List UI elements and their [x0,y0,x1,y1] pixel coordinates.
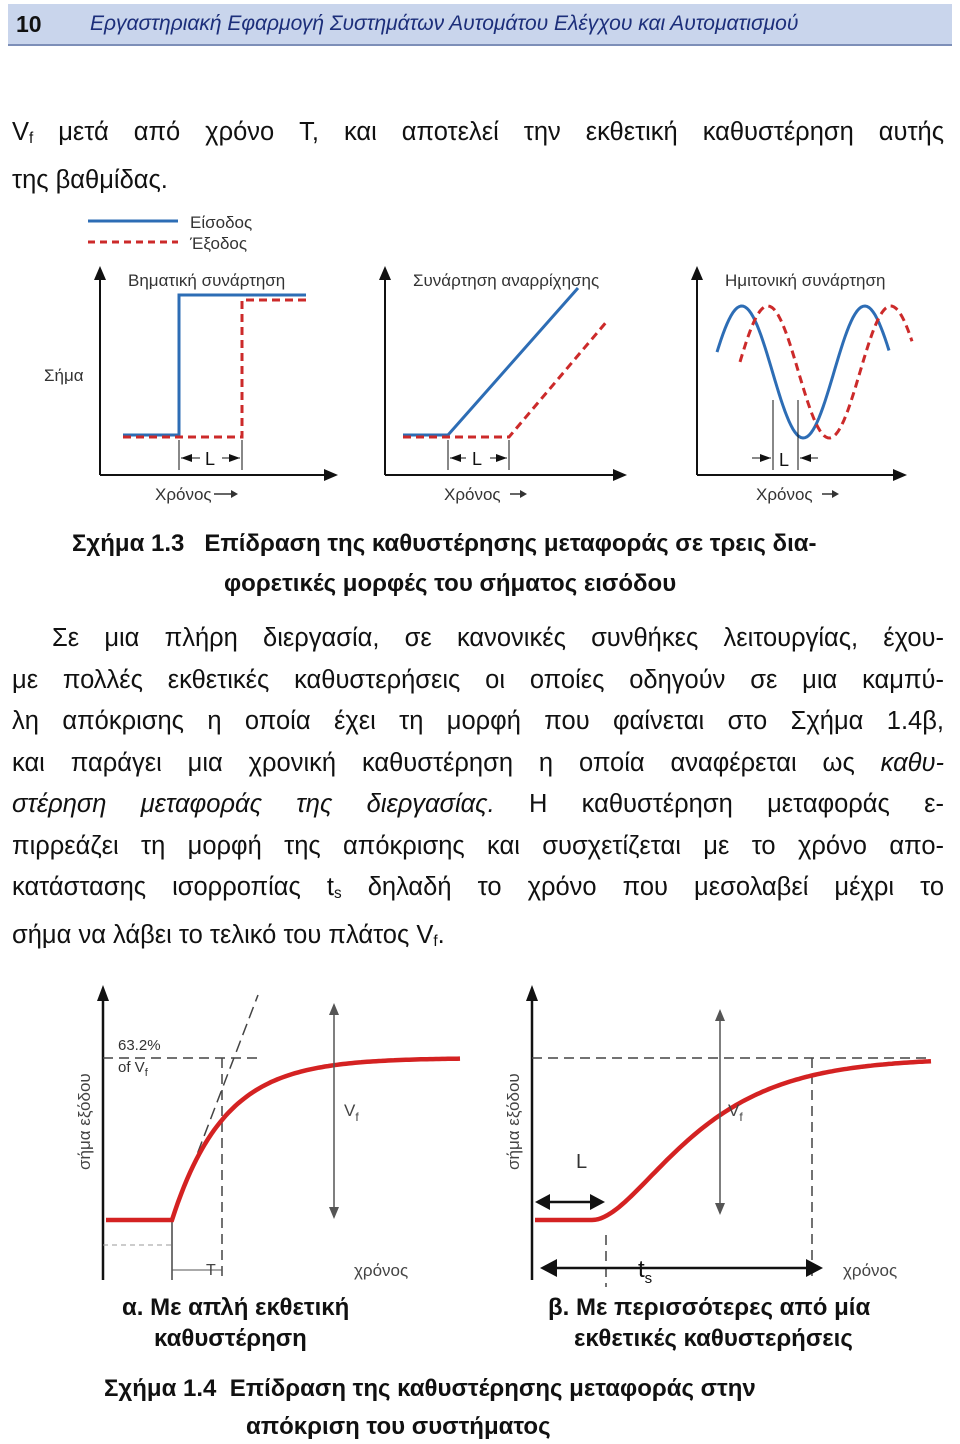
intro-paragraph [12,112,944,201]
left-ylabel: σήμα εξόδου [75,1073,94,1170]
ramp-input-line [403,288,578,435]
panel-step-title: Βηματική συνάρτηση [128,271,286,290]
body-line-4: και παράγει μια χρονική καθυστέρηση η οποία αναφέρεται ως καθυ- [12,748,944,777]
figure-1-3-label: Σχήμα 1.3 [72,530,185,557]
step-time-label: Χρόνος [155,485,212,504]
left-t-label: T [206,1262,216,1279]
body-line-7: κατάστασης ισορροπίας $t_s$ δηλαδή το χρόνο που μεσολαβεί μέχρι το [12,873,945,902]
step-output-line [123,300,306,437]
left-xlabel: χρόνος [354,1261,409,1280]
subcaption-a-line-1: α. Με απλή εκθετική [122,1294,350,1321]
single-lag-response-curve [106,1059,460,1220]
figure-1-3-caption [72,530,816,558]
step-input-line [123,295,306,435]
body-line-5: στέρηση μεταφοράς της διεργασίας. Η καθυστέρηση μεταφοράς ε- [12,790,944,818]
legend-output-label: Έξοδος [190,234,248,253]
right-lag-label: L [576,1151,588,1173]
panel-sine [691,266,912,504]
signal-axis-label: Σήμα [44,366,84,385]
figure-1-3-caption-line-1: Επίδραση της καθυστέρησης μεταφοράς σε τρεις δια- [204,530,817,557]
right-xlabel: χρόνος [843,1261,898,1280]
right-vf-label: $V_f$ [728,1101,743,1124]
subcaption-b-line-2: εκθετικές καθυστερήσεις [574,1325,853,1352]
right-ts-label: $t_s$ [638,1256,653,1287]
sine-input-curve [717,306,889,438]
panel-ramp [379,266,627,504]
intro-line-1: $V_f$ μετά από χρόνο T, και αποτελεί την εκθετική καθυστέρηση αυτής [12,118,944,147]
figure-1-3-caption-line-2: φορετικές μορφές του σήματος εισόδου [224,570,677,597]
body-line-3: λη απόκρισης η οποία έχει τη μορφή που φαίνεται στο Σχήμα 1.4β, [12,707,944,735]
body-paragraph [12,618,944,962]
left-percent-label: 63.2% [118,1037,161,1054]
multi-lag-response-curve [535,1061,931,1220]
panel-multi-lag [504,985,931,1287]
subcaption-a-line-2: καθυστέρηση [154,1325,307,1352]
left-vf-label: $V_f$ [344,1101,359,1124]
figure-1-4-caption [104,1375,756,1403]
figure-legend [88,213,252,253]
sine-output-curve [740,306,912,438]
figure-1-4 [0,975,960,1300]
left-of-vf-label: of $V_f$ [118,1059,148,1079]
panel-ramp-title: Συνάρτηση αναρρίχησης [413,271,600,290]
body-line-6: πιρρεάζει τη μορφή της απόκρισης και συσχετίζεται με το χρόνο απο- [12,831,944,860]
panel-single-lag [75,985,460,1280]
ramp-time-label: Χρόνος [444,485,501,504]
ramp-lag-label: L [472,449,483,469]
page-number: 10 [16,11,42,37]
body-line-8: σήμα να λάβει το τελικό του πλάτος $V_f$. [12,920,445,950]
body-line-1: Σε μια πλήρη διεργασία, σε κανονικές συνθήκες λειτουργίας, έχου- [52,624,944,652]
subcaption-b-line-1: β. Με περισσότερες από μία [548,1294,871,1321]
panel-sine-title: Ημιτονική συνάρτηση [725,271,886,290]
figure-1-4-caption-line-1: Επίδραση της καθυστέρησης μεταφοράς στην [229,1375,756,1402]
running-title: Εργαστηριακή Εφαρμογή Συστημάτων Αυτομάτου Ελέγχου και Αυτοματισμού [90,12,799,35]
intro-line-2: της βαθμίδας. [12,165,168,194]
body-line-2: με πολλές εκθετικές καθυστερήσεις οι οποίες οδηγούν σε μια καμπύ- [12,665,944,694]
step-lag-label: L [205,449,216,469]
panel-step [94,266,338,504]
figure-1-3 [0,200,960,520]
figure-1-4-label: Σχήμα 1.4 [104,1375,217,1402]
ramp-output-line [403,320,608,437]
running-header [8,4,952,46]
sine-lag-label: L [779,450,790,470]
figure-1-4-caption-line-2: απόκριση του συστήματος [246,1413,551,1440]
right-ylabel: σήμα εξόδου [504,1073,523,1170]
legend-input-label: Είσοδος [190,213,253,232]
sine-time-label: Χρόνος [756,485,813,504]
